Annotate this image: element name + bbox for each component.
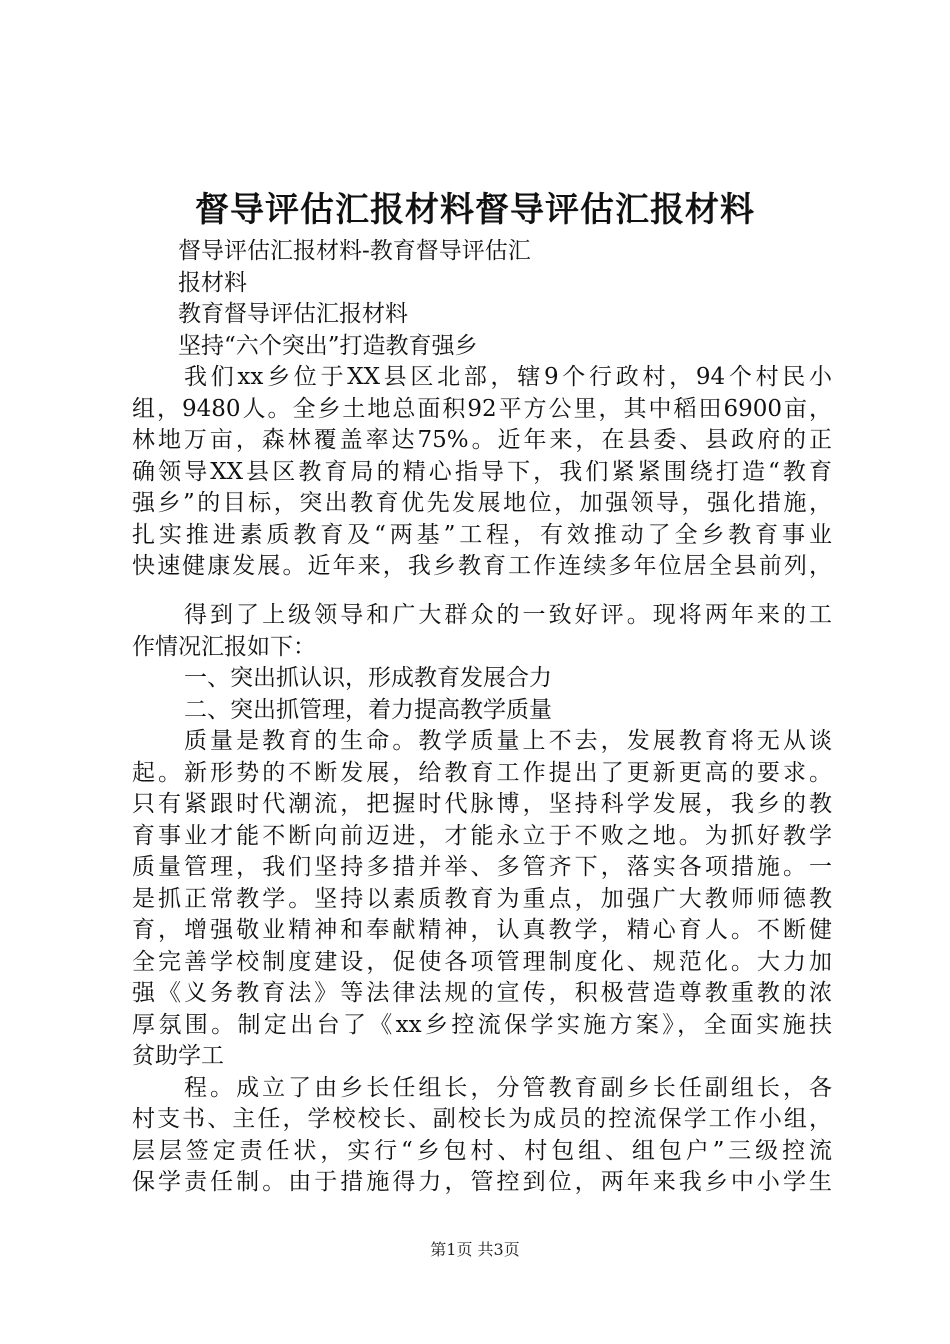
page-footer: 第1页 共3页 [430, 1240, 520, 1259]
section-heading: 二、突出抓管理，着力提高教学质量 [184, 696, 552, 723]
text-line: 育，增强敬业精神和奉献精神，认真教学，精心育人。不断健 [132, 917, 832, 943]
text-line: 得到了上级领导和广大群众的一致好评。现将两年来的工 [184, 602, 832, 628]
section-heading: 一、突出抓认识，形成教育发展合力 [184, 665, 552, 691]
body-text-block-1 [132, 236, 832, 583]
text-line: 坚持“六个突出”打造教育强乡 [178, 332, 478, 359]
text-line: 组，9480人。全乡土地总面积92平方公里，其中稻田6900亩， [132, 395, 832, 422]
text-line: 村支书、主任，学校校长、副校长为成员的控流保学工作小组， [132, 1106, 832, 1132]
text-line: 报材料 [178, 269, 247, 296]
text-line: 扎实推进素质教育及“两基”工程，有效推动了全乡教育事业 [132, 521, 832, 548]
text-line: 质量管理，我们坚持多措并举、多管齐下，落实各项措施。一 [132, 854, 832, 880]
text-line: 我们xx乡位于XX县区北部，辖9个行政村，94个村民小 [184, 364, 832, 390]
text-line: 保学责任制。由于措施得力，管控到位，两年来我乡中小学生 [132, 1169, 832, 1195]
text-line: 林地万亩，森林覆盖率达75%。近年来，在县委、县政府的正 [132, 427, 832, 453]
text-line: 全完善学校制度建设，促使各项管理制度化、规范化。大力加 [132, 948, 832, 975]
text-line: 强《义务教育法》等法律法规的宣传，积极营造尊教重教的浓 [132, 980, 832, 1006]
text-line: 育事业才能不断向前迈进，才能永立于不败之地。为抓好教学 [132, 822, 832, 849]
body-text-block-2 [132, 600, 832, 1199]
text-line: 确领导XX县区教育局的精心指导下，我们紧紧围绕打造“教育 [132, 458, 832, 485]
text-line: 起。新形势的不断发展，给教育工作提出了更新更高的要求。 [132, 759, 832, 786]
text-line: 强乡”的目标，突出教育优先发展地位，加强领导，强化措施， [132, 490, 832, 516]
text-line: 质量是教育的生命。教学质量上不去，发展教育将无从谈 [184, 728, 832, 754]
text-line: 厚氛围。制定出台了《xx乡控流保学实施方案》，全面实施扶 [132, 1011, 832, 1038]
text-line: 只有紧跟时代潮流，把握时代脉博，坚持科学发展，我乡的教 [132, 791, 832, 817]
text-line: 程。成立了由乡长任组长，分管教育副乡长任副组长，各 [184, 1074, 832, 1101]
text-line: 贫助学工 [132, 1043, 224, 1069]
text-line: 教育督导评估汇报材料 [178, 301, 408, 327]
text-line: 作情况汇报如下： [132, 633, 316, 660]
text-line: 层层签定责任状，实行“乡包村、村包组、组包户”三级控流 [132, 1137, 832, 1164]
document-title: 督导评估汇报材料督导评估汇报材料 [195, 190, 755, 230]
text-line: 快速健康发展。近年来，我乡教育工作连续多年位居全县前列， [132, 553, 832, 579]
text-line: 督导评估汇报材料-教育督导评估汇 [178, 238, 531, 264]
text-line: 是抓正常教学。坚持以素质教育为重点，加强广大教师师德教 [132, 885, 832, 912]
